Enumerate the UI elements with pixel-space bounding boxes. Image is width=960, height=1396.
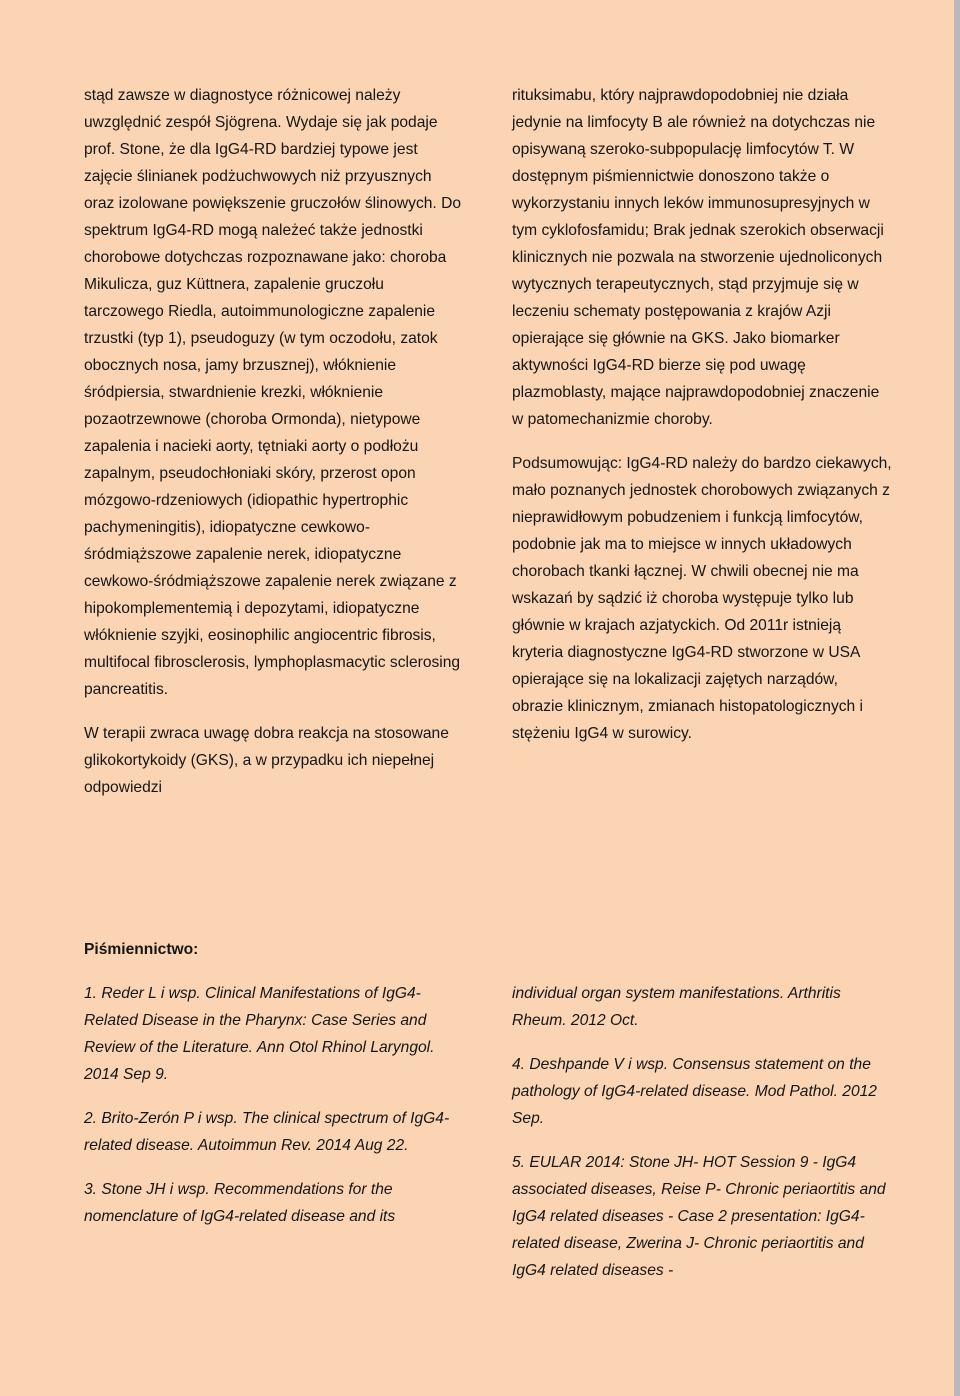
- right-paragraph-2: Podsumowując: IgG4-RD należy do bardzo ciekawych, mało poznanych jednostek chorobowych związanych z nieprawidłowym pobudzeniem i funkcją limfocytów, podobnie jak ma to miejsce w innych układowych chorobach tkanki łącznej. W chwili obecnej nie ma wskazań by sądzić iż choroba występuje tylko lub głównie w krajach azjatyckich. Od 2011r istnieją kryteria diagnostyczne IgG4-RD stworzone w USA opierające się na lokalizacji zajętych narządów, obrazie klinicznym, zmianach histopatologicznych i stężeniu IgG4 w surowicy.: [512, 455, 892, 742]
- left-paragraph-1: stąd zawsze w diagnostyce różnicowej należy uwzględnić zespół Sjögrena. Wydaje się jak podaje prof. Stone, że dla IgG4-RD bardziej typowe jest zajęcie ślinianek podżuchwowych niż przyusznych oraz izolowane powiększenie gruczołów ślinowych. Do spektrum IgG4-RD mogą należeć także jednostki chorobowe dotychczas rozpoznawane jako: choroba Mikulicza, guz Küttnera, zapalenie gruczołu tarczowego Riedla, autoimmunologiczne zapalenie trzustki (typ 1), pseudoguzy (w tym oczodołu, zatok obocznych nosa, jamy brzusznej), włóknienie śródpiersia, stwardnienie krezki, włóknienie pozaotrzewnowe (choroba Ormonda), nietypowe zapalenia i nacieki aorty, tętniaki aorty o podłożu zapalnym, pseudochłoniaki skóry, przerost opon mózgowo-rdzeniowych (idiopathic hypertrophic pachymeningitis), idiopatyczne cewkowo-śródmiąższowe zapalenie nerek, idiopatyczne cewkowo-śródmiąższowe zapalenie nerek związane z hipokomplementemią i depozytami, idiopatyczne włóknienie szyjki, eosinophilic angiocentric fibrosis, multifocal fibrosclerosis, lymphoplasmacytic sclerosing pancreatitis.: [84, 87, 462, 698]
- reference-item-3: 3. Stone JH i wsp. Recommendations for the nomenclature of IgG4-related disease and its: [84, 1181, 396, 1225]
- references-left-column: [84, 980, 464, 1230]
- reference-item-4: 4. Deshpande V i wsp. Consensus statement on the pathology of IgG4-related disease. Mod Pathol. 2012 Sep.: [512, 1056, 877, 1127]
- left-text-column: [84, 82, 464, 801]
- reference-item-3-continued: individual organ system manifestations. Arthritis Rheum. 2012 Oct.: [512, 985, 841, 1029]
- reference-item-1: 1. Reder L i wsp. Clinical Manifestations of IgG4-Related Disease in the Pharynx: Case Series and Review of the Literature. Ann Otol Rhinol Laryngol. 2014 Sep 9.: [84, 985, 435, 1083]
- reference-item-2: 2. Brito-Zerón P i wsp. The clinical spectrum of IgG4-related disease. Autoimmun Rev. 2014 Aug 22.: [84, 1110, 450, 1154]
- left-paragraph-2: W terapii zwraca uwagę dobra reakcja na stosowane glikokortykoidy (GKS), a w przypadku ich niepełnej odpowiedzi: [84, 725, 449, 796]
- right-text-column: [512, 82, 892, 747]
- references-heading: Piśmiennictwo:: [84, 941, 199, 958]
- right-paragraph-1: rituksimabu, który najprawdopodobniej nie działa jedynie na limfocyty B ale również na dotychczas nie opisywaną szeroko-subpopulację limfocytów T. W dostępnym piśmiennictwie donoszono także o wykorzystaniu innych leków immunosupresyjnych w tym cyklofosfamidu; Brak jednak szerokich obserwacji klinicznych nie pozwala na stworzenie ujednoliconych wytycznych terapeutycznych, stąd przyjmuje się w leczeniu schematy postępowania z krajów Azji opierające się głównie na GKS. Jako biomarker aktywności IgG4-RD bierze się pod uwagę plazmoblasty, mające najprawdopodobniej znaczenie w patomechanizmie choroby.: [512, 87, 884, 428]
- references-right-column: [512, 980, 892, 1284]
- reference-item-5: 5. EULAR 2014: Stone JH- HOT Session 9 - IgG4 associated diseases, Reise P- Chronic periaortitis and IgG4 related diseases - Case 2 presentation: IgG4-related disease, Zwerina J- Chronic periaortitis and IgG4 related diseases -: [512, 1154, 886, 1279]
